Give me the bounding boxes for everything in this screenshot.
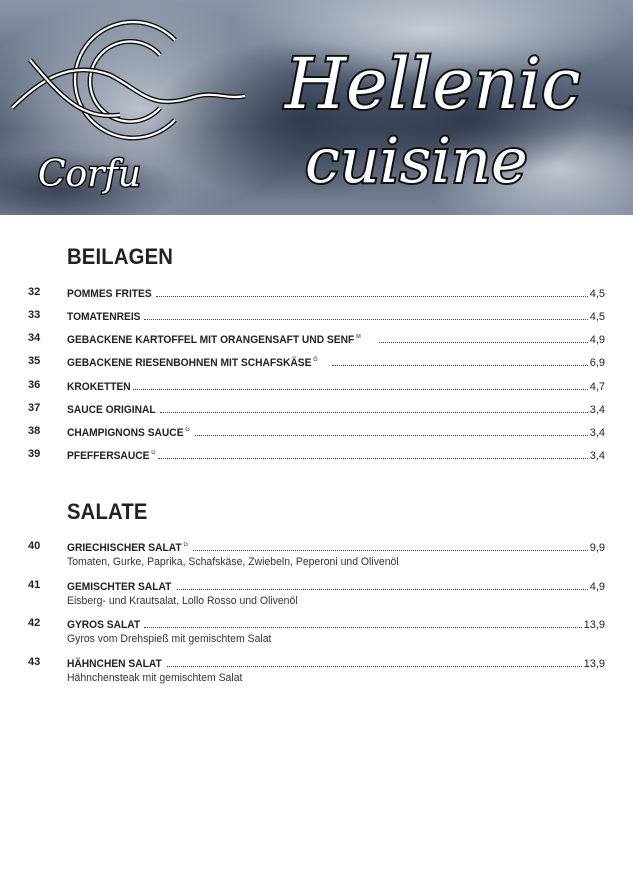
item-number: 35 <box>28 355 41 367</box>
item-number: 41 <box>28 579 41 591</box>
item-price: 3,4 <box>589 450 605 462</box>
banner-title-line1: Hellenic <box>285 43 581 125</box>
dot-leader <box>195 434 588 436</box>
item-price: 3,4 <box>589 404 605 416</box>
item-name: POMMES FRITES <box>67 288 152 300</box>
menu-item <box>0 309 633 325</box>
menu-item <box>0 379 633 395</box>
item-price: 4,9 <box>589 581 605 593</box>
menu-item <box>0 448 633 464</box>
item-price: 9,9 <box>589 542 605 554</box>
dot-leader <box>144 626 582 628</box>
dot-leader <box>158 457 587 459</box>
item-name: GEBACKENE KARTOFFEL MIT ORANGENSAFT UND SENF $^M$ <box>67 334 361 346</box>
item-name: GEBACKENE RIESENBOHNEN MIT SCHAFSKÄSE $^G$ <box>67 357 318 369</box>
dot-leader <box>167 665 582 667</box>
menu-item <box>0 425 633 441</box>
item-number: 43 <box>28 656 41 668</box>
item-price: 3,4 <box>589 427 605 439</box>
logo-text: Corfu <box>38 154 141 195</box>
dot-leader <box>332 364 587 366</box>
dot-leader <box>160 411 587 413</box>
dot-leader <box>379 341 588 343</box>
item-name: SAUCE ORIGINAL <box>67 404 156 416</box>
item-number: 38 <box>28 425 41 437</box>
item-description: Tomaten, Gurke, Paprika, Schafskäse, Zwiebeln, Peperoni und Olivenöl <box>67 556 399 568</box>
item-number: 32 <box>28 286 41 298</box>
item-price: 13,9 <box>583 658 605 670</box>
item-number: 34 <box>28 332 41 344</box>
banner-title-line2: cuisine <box>305 124 528 197</box>
item-name: CHAMPIGNONS SAUCE $^G$ <box>67 427 190 439</box>
item-name: GEMISCHTER SALAT <box>67 581 172 593</box>
item-number: 33 <box>28 309 41 321</box>
item-number: 39 <box>28 448 41 460</box>
item-price: 4,7 <box>589 381 605 393</box>
item-number: 42 <box>28 617 41 629</box>
menu-item <box>0 579 633 611</box>
item-description: Eisberg- und Krautsalat, Lollo Rosso und Olivenöl <box>67 595 298 607</box>
item-description: Gyros vom Drehspieß mit gemischtem Salat <box>67 633 272 645</box>
item-price: 6,9 <box>589 357 605 369</box>
section-title-beilagen: BEILAGEN <box>67 244 174 269</box>
item-name: GRIECHISCHER SALAT $^G$ <box>67 542 188 554</box>
item-price: 13,9 <box>583 619 605 631</box>
item-name: KROKETTEN <box>67 381 131 393</box>
item-name: PFEFFERSAUCE $^G$ <box>67 450 156 462</box>
menu-item <box>0 286 633 302</box>
menu-item <box>0 402 633 418</box>
dot-leader <box>133 388 587 390</box>
menu-item <box>0 617 633 649</box>
banner-art <box>0 0 633 215</box>
item-name: GYROS SALAT <box>67 619 141 631</box>
menu-item <box>0 656 633 688</box>
dot-leader <box>177 588 587 590</box>
dot-leader <box>193 549 588 551</box>
dot-leader <box>144 318 588 320</box>
item-price: 4,5 <box>589 288 605 300</box>
item-price: 4,9 <box>589 334 605 346</box>
item-name: HÄHNCHEN SALAT <box>67 658 162 670</box>
item-number: 40 <box>28 540 41 552</box>
section-title-salate: SALATE <box>67 499 148 524</box>
item-number: 37 <box>28 402 41 414</box>
item-name: TOMATENREIS <box>67 311 141 323</box>
item-price: 4,5 <box>589 311 605 323</box>
dot-leader <box>156 295 588 297</box>
item-number: 36 <box>28 379 41 391</box>
header-banner <box>0 0 633 215</box>
menu-item <box>0 540 633 572</box>
menu-item <box>0 332 633 348</box>
item-description: Hähnchensteak mit gemischtem Salat <box>67 672 243 684</box>
menu-item <box>0 355 633 371</box>
